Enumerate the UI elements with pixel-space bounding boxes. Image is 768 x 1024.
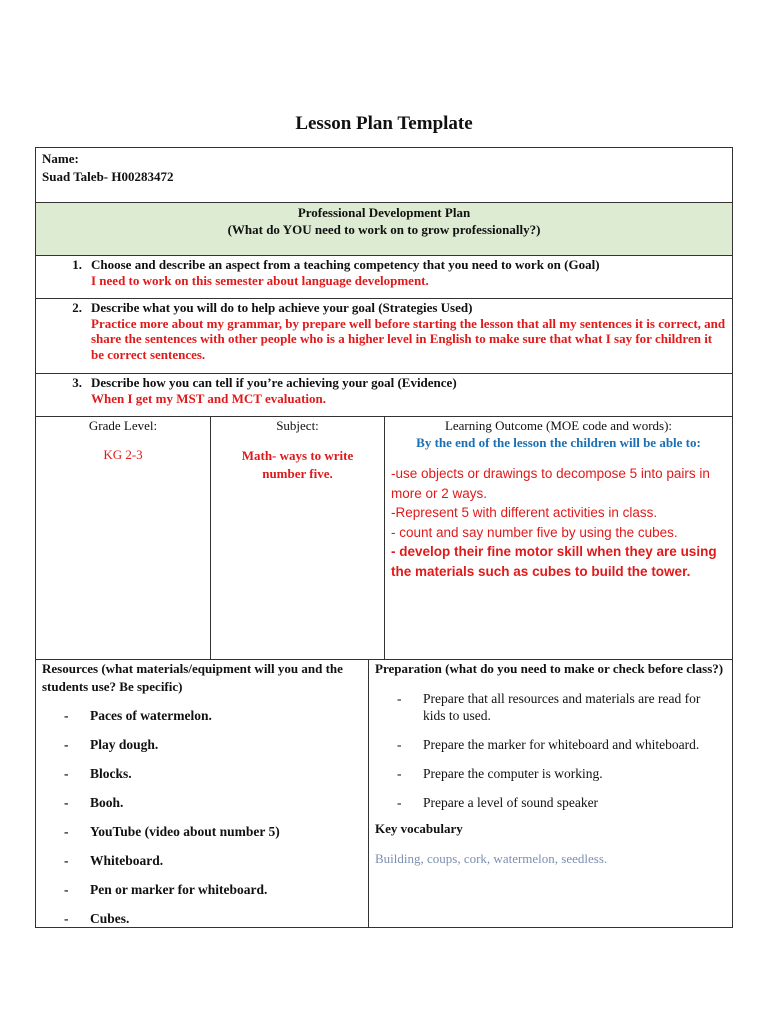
pd-subtitle: (What do YOU need to work on to grow professionally?) bbox=[227, 222, 541, 237]
subject-cell bbox=[211, 417, 385, 659]
list-item: - YouTube (video about number 5) bbox=[64, 824, 280, 839]
strategies-section bbox=[35, 298, 733, 374]
outcome-label: Learning Outcome (MOE code and words): bbox=[444, 418, 673, 433]
list-item: - Booh. bbox=[64, 795, 124, 810]
grade-label: Grade Level: bbox=[88, 418, 158, 433]
list-item: - Prepare the marker for whiteboard and whiteboard. bbox=[397, 737, 700, 752]
item-number: 2. bbox=[72, 300, 82, 315]
resources-label: Resources (what materials/equipment will you and the students use? Be specific) bbox=[42, 661, 343, 694]
name-value: Suad Taleb- H00283472 bbox=[42, 169, 174, 184]
outcome-list bbox=[385, 464, 732, 581]
grade-cell bbox=[36, 417, 211, 659]
goal-section bbox=[35, 255, 733, 299]
list-item: - Paces of watermelon. bbox=[64, 708, 212, 723]
vocabulary-value: Building, coups, cork, watermelon, seedless. bbox=[375, 851, 608, 866]
list-item: - Blocks. bbox=[64, 766, 132, 781]
grade-value: KG 2-3 bbox=[103, 447, 143, 462]
list-item: - Pen or marker for whiteboard. bbox=[64, 882, 268, 897]
vocabulary-label: Key vocabulary bbox=[375, 821, 463, 836]
list-item: - Play dough. bbox=[64, 737, 159, 752]
evidence-answer: When I get my MST and MCT evaluation. bbox=[91, 390, 326, 406]
pd-title: Professional Development Plan bbox=[297, 205, 471, 220]
item-number: 1. bbox=[72, 257, 82, 272]
goal-question: Choose and describe an aspect from a teaching competency that you need to work on (Goal) bbox=[91, 257, 600, 272]
outcome-line: -Represent 5 with different activities in class. bbox=[391, 505, 658, 520]
page-title: Lesson Plan Template bbox=[295, 113, 473, 134]
name-label: Name: bbox=[42, 151, 79, 166]
list-item: - Whiteboard. bbox=[64, 853, 164, 868]
list-item: - Prepare the computer is working. bbox=[397, 766, 603, 781]
preparation-list bbox=[375, 690, 726, 811]
outcome-intro: By the end of the lesson the children will be able to: bbox=[416, 435, 701, 450]
pd-header bbox=[35, 202, 733, 256]
outcome-cell bbox=[385, 417, 732, 659]
preparation-label: Preparation (what do you need to make or check before class?) bbox=[375, 661, 724, 676]
outcome-line: - develop their fine motor skill when they are using the materials such as cubes to build the tower. bbox=[391, 544, 717, 579]
evidence-section bbox=[35, 373, 733, 417]
subject-label: Subject: bbox=[276, 418, 319, 433]
list-item: - Prepare that all resources and materials are read for kids to used. bbox=[397, 691, 701, 723]
outcome-line: - count and say number five by using the cubes. bbox=[391, 524, 678, 540]
list-item: - Prepare a level of sound speaker bbox=[397, 795, 599, 810]
outcome-line: -use objects or drawings to decompose 5 into pairs in more or 2 ways. bbox=[391, 466, 710, 501]
resources-list bbox=[42, 708, 362, 940]
goal-answer: I need to work on this semester about language development. bbox=[91, 272, 429, 288]
preparation-cell bbox=[369, 660, 732, 927]
list-item: - Cubes. bbox=[64, 911, 130, 926]
strategies-question: Describe what you will do to help achieve your goal (Strategies Used) bbox=[91, 300, 473, 315]
item-number: 3. bbox=[72, 375, 82, 390]
resources-preparation-row bbox=[35, 659, 733, 928]
evidence-question: Describe how you can tell if you’re achieving your goal (Evidence) bbox=[91, 375, 457, 390]
resources-cell bbox=[36, 660, 369, 927]
subject-value: Math- ways to write number five. bbox=[241, 448, 354, 481]
lesson-info-row bbox=[35, 416, 733, 660]
name-section bbox=[35, 147, 733, 203]
strategies-answer: Practice more about my grammar, by prepare well before starting the lesson that all my sentences it is correct, and share the sentences with other people who is a higher level in English to make sure that what I say for children it be correct sentences. bbox=[91, 315, 726, 362]
